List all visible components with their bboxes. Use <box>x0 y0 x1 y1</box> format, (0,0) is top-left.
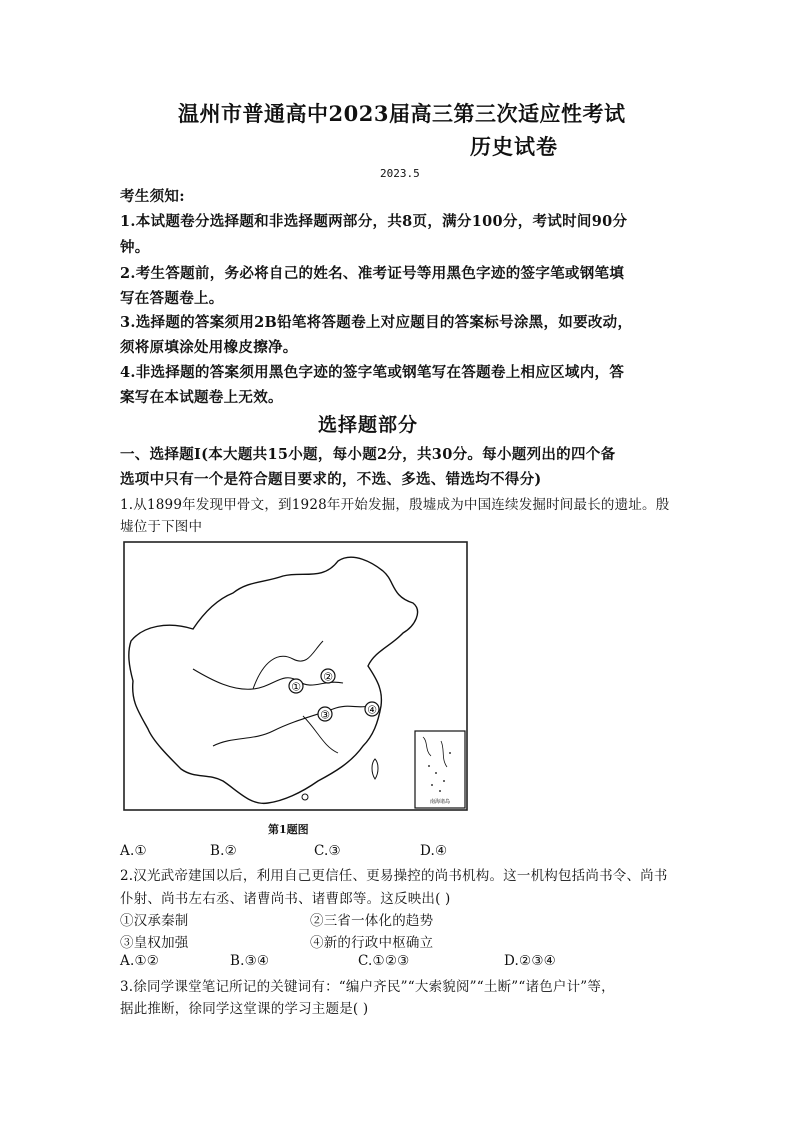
q2-statement-4: ④新的行政中枢确立 <box>310 935 434 951</box>
svg-text:①: ① <box>291 680 301 694</box>
q1-option-d[interactable]: D.④ <box>420 843 448 859</box>
notice-line: 须将原填涂处用橡皮擦净。 <box>120 339 298 356</box>
notice-line: 案写在本试题卷上无效。 <box>120 389 283 406</box>
notice-line: 写在答题卷上。 <box>120 290 224 307</box>
map-marker-2 <box>321 669 335 684</box>
south-china-sea-inset <box>415 731 465 808</box>
map-marker-1 <box>289 679 303 694</box>
section-instruction: 选项中只有一个是符合题目要求的，不选、多选、错选均不得分) <box>120 471 542 488</box>
exam-title: 温州市普通高中2023届高三第三次适应性考试 <box>178 101 626 126</box>
q2-option-a[interactable]: A.①② <box>120 953 160 969</box>
svg-text:③: ③ <box>320 708 330 722</box>
q1-option-a[interactable]: A.① <box>120 843 147 859</box>
svg-text:④: ④ <box>367 703 377 717</box>
q2-option-c[interactable]: C.①②③ <box>358 953 410 969</box>
q1-option-c[interactable]: C.③ <box>314 843 341 859</box>
q2-statement-3: ③皇权加强 <box>120 935 189 951</box>
exam-date: 2023.5 <box>380 167 420 180</box>
q2-statement-2: ②三省一体化的趋势 <box>310 913 434 929</box>
notice-line: 4.非选择题的答案须用黑色字迹的签字笔或钢笔写在答题卷上相应区域内，答 <box>120 364 625 381</box>
section-instruction: 一、选择题Ⅰ(本大题共15小题，每小题2分，共30分。每小题列出的四个备 <box>120 446 616 463</box>
q3-stem: 3.徐同学课堂笔记所记的关键词有：“编户齐民”“大索貌阅”“土断”“诸色户计”等， <box>120 979 615 995</box>
q1-option-b[interactable]: B.② <box>210 843 237 859</box>
svg-text:南海诸岛: 南海诸岛 <box>429 799 451 805</box>
notice-heading: 考生须知: <box>120 188 185 205</box>
notice-line: 3.选择题的答案须用2B铅笔将答题卷上对应题目的答案标号涂黑，如要改动， <box>120 314 633 331</box>
q2-option-b[interactable]: B.③④ <box>230 953 270 969</box>
china-map-figure <box>123 541 468 811</box>
notice-line: 1.本试题卷分选择题和非选择题两部分，共8页，满分100分，考试时间90分 <box>120 213 628 230</box>
q2-statement-1: ①汉承秦制 <box>120 913 189 929</box>
q2-option-d[interactable]: D.②③④ <box>504 953 556 969</box>
notice-line: 钟。 <box>120 239 150 256</box>
notice-line: 2.考生答题前，务必将自己的姓名、准考证号等用黑色字迹的签字笔或钢笔填 <box>120 265 625 282</box>
section-title: 选择题部分 <box>318 414 419 436</box>
svg-text:②: ② <box>323 670 333 684</box>
q1-stem: 墟位于下图中 <box>120 519 203 535</box>
map-marker-4 <box>365 702 379 717</box>
q3-stem: 据此推断，徐同学这堂课的学习主题是( ) <box>120 1001 369 1017</box>
q1-stem: 1.从1899年发现甲骨文，到1928年开始发掘，殷墟成为中国连续发掘时间最长的遗址。殷 <box>120 497 670 513</box>
q2-stem: 仆射、尚书左右丞、诸曹尚书、诸曹郎等。这反映出( ) <box>120 891 451 907</box>
figure-caption: 第1题图 <box>268 823 309 836</box>
q2-stem: 2.汉光武帝建国以后，利用自己更信任、更易操控的尚书机构。这一机构包括尚书令、尚书 <box>120 868 668 884</box>
map-marker-3 <box>318 707 332 722</box>
exam-subtitle: 历史试卷 <box>470 134 558 159</box>
